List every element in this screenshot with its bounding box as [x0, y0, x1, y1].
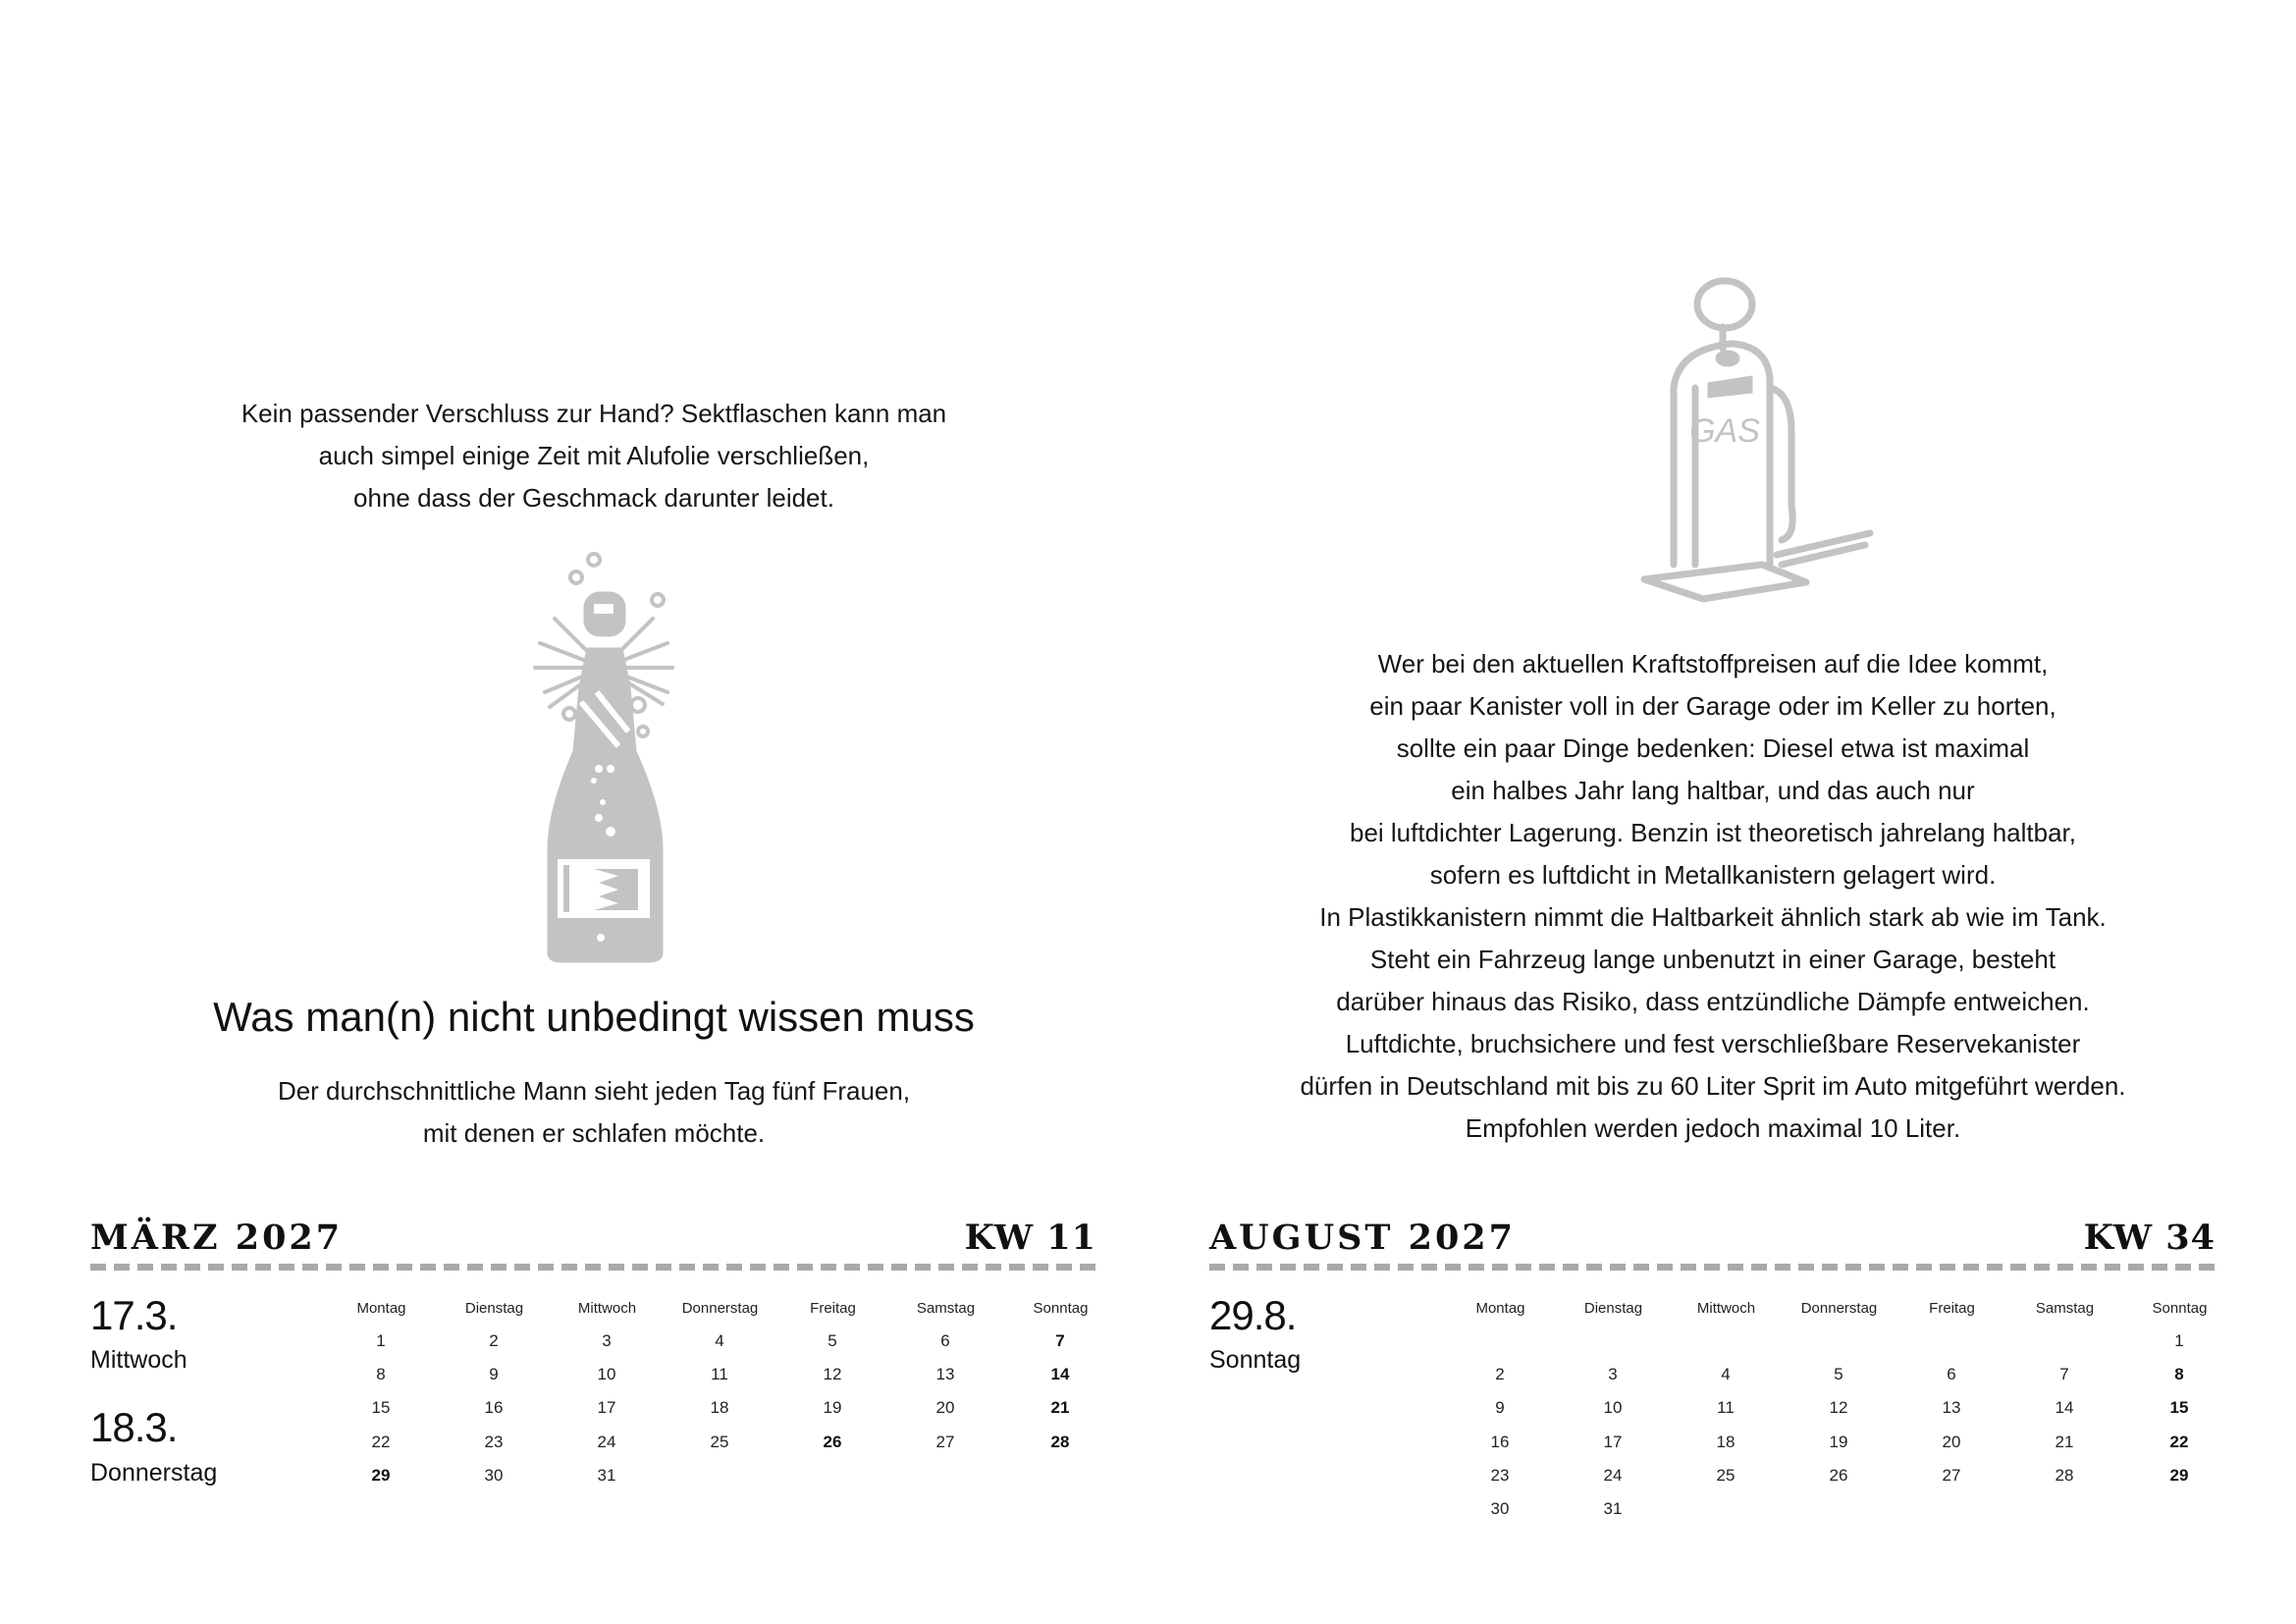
- calendar-day: 24: [597, 1432, 616, 1451]
- weekday-header: Montag: [356, 1300, 406, 1317]
- calendar-day: 19: [823, 1398, 842, 1418]
- calendar-day: 7: [2059, 1365, 2069, 1384]
- fact-line: In Plastikkanistern nimmt die Haltbarkeit ähnlich stark ab wie im Tank.: [1319, 902, 2107, 932]
- champagne-bottle-icon: [520, 545, 687, 967]
- weekday-header: Freitag: [1929, 1300, 1975, 1317]
- calendar-day: 26: [1829, 1465, 1848, 1485]
- calendar-day: 15: [371, 1398, 391, 1418]
- calendar-day: 19: [1829, 1432, 1848, 1451]
- fact-line: ein paar Kanister voll in der Garage oder im Keller zu horten,: [1369, 691, 2056, 721]
- calendar-day: 11: [1717, 1398, 1735, 1418]
- weekday-header: Samstag: [2035, 1300, 2095, 1317]
- calendar-day: 1: [2174, 1331, 2184, 1350]
- calendar-day: 29: [371, 1465, 391, 1485]
- calendar-day: 18: [710, 1398, 729, 1418]
- calendar-day: 20: [935, 1398, 955, 1418]
- calendar-day: 8: [376, 1365, 386, 1384]
- calendar-day: 7: [1055, 1331, 1065, 1350]
- calendar-day: 17: [597, 1398, 616, 1418]
- calendar-day: 4: [715, 1331, 724, 1350]
- calendar-day: 12: [823, 1365, 842, 1384]
- weekday-header: Mittwoch: [577, 1300, 637, 1317]
- fun-fact-line: mit denen er schlafen möchte.: [422, 1118, 766, 1148]
- calendar-day: 26: [823, 1432, 842, 1451]
- section-heading: Was man(n) nicht unbedingt wissen muss: [213, 994, 975, 1040]
- calendar-march: [90, 1214, 1096, 1538]
- calendar-day: 23: [1490, 1465, 1510, 1485]
- selected-weekday: Sonntag: [1209, 1346, 1302, 1374]
- weekday-header: Freitag: [810, 1300, 856, 1317]
- intro-line: Kein passender Verschluss zur Hand? Sektflaschen kann man: [240, 399, 947, 428]
- calendar-day: 16: [484, 1398, 504, 1418]
- calendar-day: 30: [1490, 1499, 1510, 1518]
- weekday-header: Montag: [1475, 1300, 1525, 1317]
- calendar-day: 13: [935, 1365, 955, 1384]
- calendar-day: 28: [2055, 1465, 2074, 1485]
- weekday-header: Sonntag: [1033, 1300, 1089, 1317]
- calendar-day: 6: [1947, 1365, 1956, 1384]
- intro-line: ohne dass der Geschmack darunter leidet.: [353, 483, 834, 513]
- fact-line: Empfohlen werden jedoch maximal 10 Liter.: [1465, 1113, 1961, 1143]
- calendar-day: 15: [2169, 1398, 2189, 1418]
- gas-pump-icon: [1634, 270, 1890, 619]
- calendar-day: 14: [1050, 1365, 1070, 1384]
- week-number: KW 11: [964, 1218, 1096, 1258]
- month-title: MÄRZ 2027: [90, 1218, 344, 1258]
- calendar-day: 25: [710, 1432, 729, 1451]
- weekday-header: Donnerstag: [681, 1300, 759, 1317]
- calendar-day: 3: [602, 1331, 612, 1350]
- month-title: AUGUST 2027: [1209, 1218, 1517, 1258]
- calendar-day: 30: [484, 1465, 504, 1485]
- fun-fact-text: [147, 1070, 1041, 1155]
- selected-date: 17.3.: [90, 1292, 178, 1338]
- calendar-day: 12: [1829, 1398, 1848, 1418]
- calendar-day: 3: [1608, 1365, 1618, 1384]
- calendar-day: 13: [1942, 1398, 1961, 1418]
- fact-line: bei luftdichter Lagerung. Benzin ist theoretisch jahrelang haltbar,: [1349, 818, 2077, 847]
- calendar-day: 29: [2169, 1465, 2189, 1485]
- dashed-divider: [90, 1264, 1096, 1271]
- calendar-day: 6: [940, 1331, 950, 1350]
- calendar-day: 17: [1603, 1432, 1623, 1451]
- calendar-day: 14: [2055, 1398, 2074, 1418]
- fact-line: Luftdichte, bruchsichere und fest verschließbare Reservekanister: [1345, 1029, 2081, 1058]
- fuel-facts-text: [1188, 643, 2238, 1150]
- calendar-day: 23: [484, 1432, 504, 1451]
- selected-date: 29.8.: [1209, 1292, 1297, 1338]
- weekday-header: Sonntag: [2152, 1300, 2208, 1317]
- calendar-day: 20: [1942, 1432, 1961, 1451]
- calendar-day: 31: [1603, 1499, 1623, 1518]
- weekday-header: Samstag: [916, 1300, 976, 1317]
- calendar-day: 10: [597, 1365, 616, 1384]
- fact-line: Steht ein Fahrzeug lange unbenutzt in einer Garage, besteht: [1369, 945, 2056, 974]
- calendar-day: 10: [1603, 1398, 1623, 1418]
- calendar-day: 24: [1603, 1465, 1623, 1485]
- calendar-day: 31: [597, 1465, 616, 1485]
- calendar-day: 21: [2055, 1432, 2074, 1451]
- fact-line: darüber hinaus das Risiko, dass entzündliche Dämpfe entweichen.: [1336, 987, 2090, 1016]
- calendar-day: 9: [1495, 1398, 1505, 1418]
- intro-text: [147, 393, 1041, 519]
- calendar-day: 27: [935, 1432, 955, 1451]
- weekday-header: Dienstag: [464, 1300, 524, 1317]
- fact-line: Wer bei den aktuellen Kraftstoffpreisen auf die Idee kommt,: [1377, 649, 2049, 678]
- fun-fact-line: Der durchschnittliche Mann sieht jeden Tag fünf Frauen,: [277, 1076, 911, 1106]
- fact-line: dürfen in Deutschland mit bis zu 60 Liter Sprit im Auto mitgeführt werden.: [1300, 1071, 2126, 1101]
- calendar-day: 11: [711, 1365, 728, 1384]
- calendar-day: 18: [1716, 1432, 1735, 1451]
- calendar-day: 5: [1834, 1365, 1843, 1384]
- calendar-day: 4: [1721, 1365, 1731, 1384]
- selected-date: 18.3.: [90, 1404, 178, 1450]
- fact-line: sollte ein paar Dinge bedenken: Diesel etwa ist maximal: [1396, 733, 2030, 763]
- selected-weekday: Mittwoch: [90, 1346, 187, 1374]
- calendar-day: 22: [371, 1432, 391, 1451]
- calendar-day: 21: [1050, 1398, 1070, 1418]
- calendar-day: 2: [489, 1331, 499, 1350]
- weekday-header: Mittwoch: [1696, 1300, 1756, 1317]
- calendar-day: 5: [828, 1331, 837, 1350]
- fact-line: ein halbes Jahr lang haltbar, und das auch nur: [1451, 776, 1975, 805]
- calendar-day: 28: [1050, 1432, 1070, 1451]
- week-number: KW 34: [2083, 1218, 2216, 1258]
- calendar-day: 27: [1942, 1465, 1961, 1485]
- calendar-day: 8: [2174, 1365, 2184, 1384]
- weekday-header: Donnerstag: [1800, 1300, 1878, 1317]
- calendar-day: 9: [489, 1365, 499, 1384]
- intro-line: auch simpel einige Zeit mit Alufolie verschließen,: [318, 441, 870, 470]
- weekday-header: Dienstag: [1583, 1300, 1643, 1317]
- calendar-day: 1: [376, 1331, 386, 1350]
- calendar-day: 16: [1490, 1432, 1510, 1451]
- calendar-day: 25: [1716, 1465, 1735, 1485]
- dashed-divider: [1209, 1264, 2216, 1271]
- calendar-august: [1209, 1214, 2216, 1538]
- fact-line: sofern es luftdicht in Metallkanistern gelagert wird.: [1429, 860, 1997, 890]
- selected-weekday: Donnerstag: [90, 1459, 218, 1487]
- calendar-day: 22: [2169, 1432, 2189, 1451]
- calendar-day: 2: [1495, 1365, 1505, 1384]
- gas-label: GAS: [1689, 412, 1760, 450]
